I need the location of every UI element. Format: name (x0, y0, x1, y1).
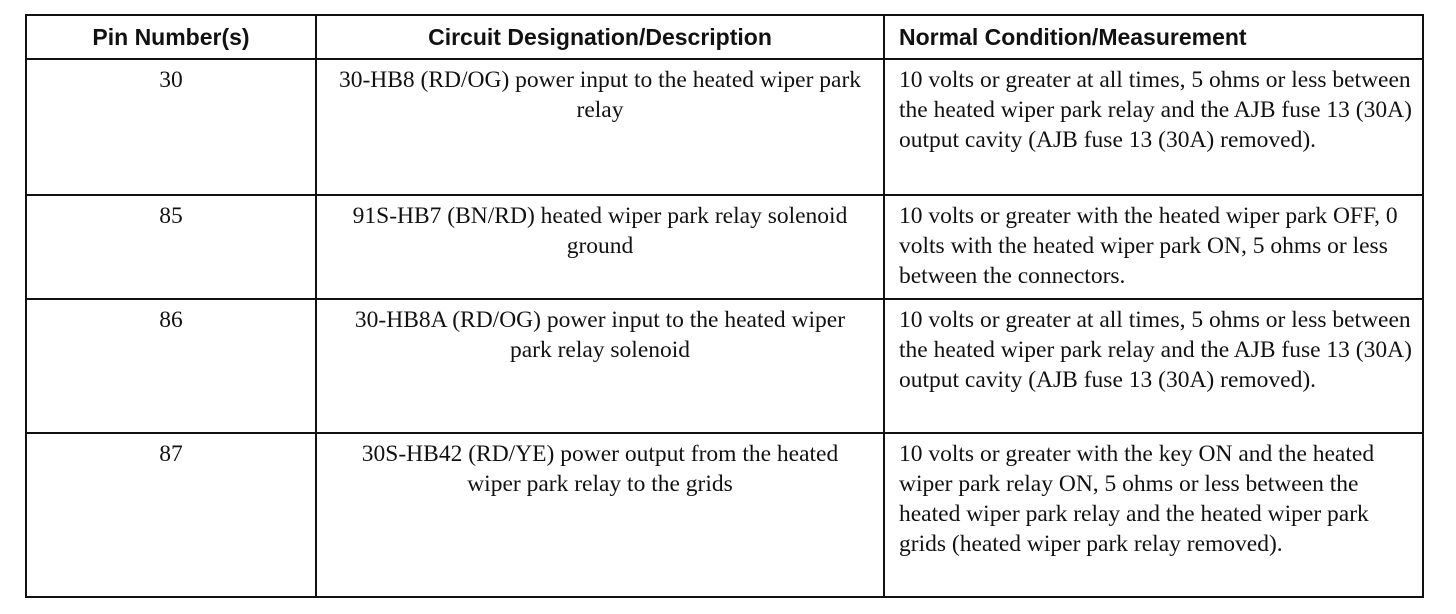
cell-normal-condition: 10 volts or greater with the heated wiper park OFF, 0 volts with the heated wiper park ON, 5 ohms or less between the connectors. (884, 195, 1423, 299)
header-row (26, 15, 1423, 59)
header-circuit-description: Circuit Designation/Description (316, 15, 884, 59)
cell-pin-number: 86 (26, 299, 316, 433)
cell-circuit-description: 30-HB8A (RD/OG) power input to the heated wiper park relay solenoid (316, 299, 884, 433)
cell-circuit-description: 30-HB8 (RD/OG) power input to the heated wiper park relay (316, 59, 884, 195)
pin-table (25, 14, 1424, 598)
table-row (26, 299, 1423, 433)
cell-normal-condition: 10 volts or greater at all times, 5 ohms or less between the heated wiper park relay and the AJB fuse 13 (30A) output cavity (AJB fuse 13 (30A) removed). (884, 59, 1423, 195)
cell-pin-number: 30 (26, 59, 316, 195)
header-normal-condition: Normal Condition/Measurement (884, 15, 1423, 59)
cell-pin-number: 85 (26, 195, 316, 299)
cell-normal-condition: 10 volts or greater at all times, 5 ohms or less between the heated wiper park relay and the AJB fuse 13 (30A) output cavity (AJB fuse 13 (30A) removed). (884, 299, 1423, 433)
table-row (26, 59, 1423, 195)
header-pin-number: Pin Number(s) (26, 15, 316, 59)
table-row (26, 195, 1423, 299)
table-row (26, 433, 1423, 597)
cell-pin-number: 87 (26, 433, 316, 597)
cell-normal-condition: 10 volts or greater with the key ON and the heated wiper park relay ON, 5 ohms or less between the heated wiper park relay and the heated wiper park grids (heated wiper park relay removed). (884, 433, 1423, 597)
cell-circuit-description: 91S-HB7 (BN/RD) heated wiper park relay solenoid ground (316, 195, 884, 299)
cell-circuit-description: 30S-HB42 (RD/YE) power output from the heated wiper park relay to the grids (316, 433, 884, 597)
